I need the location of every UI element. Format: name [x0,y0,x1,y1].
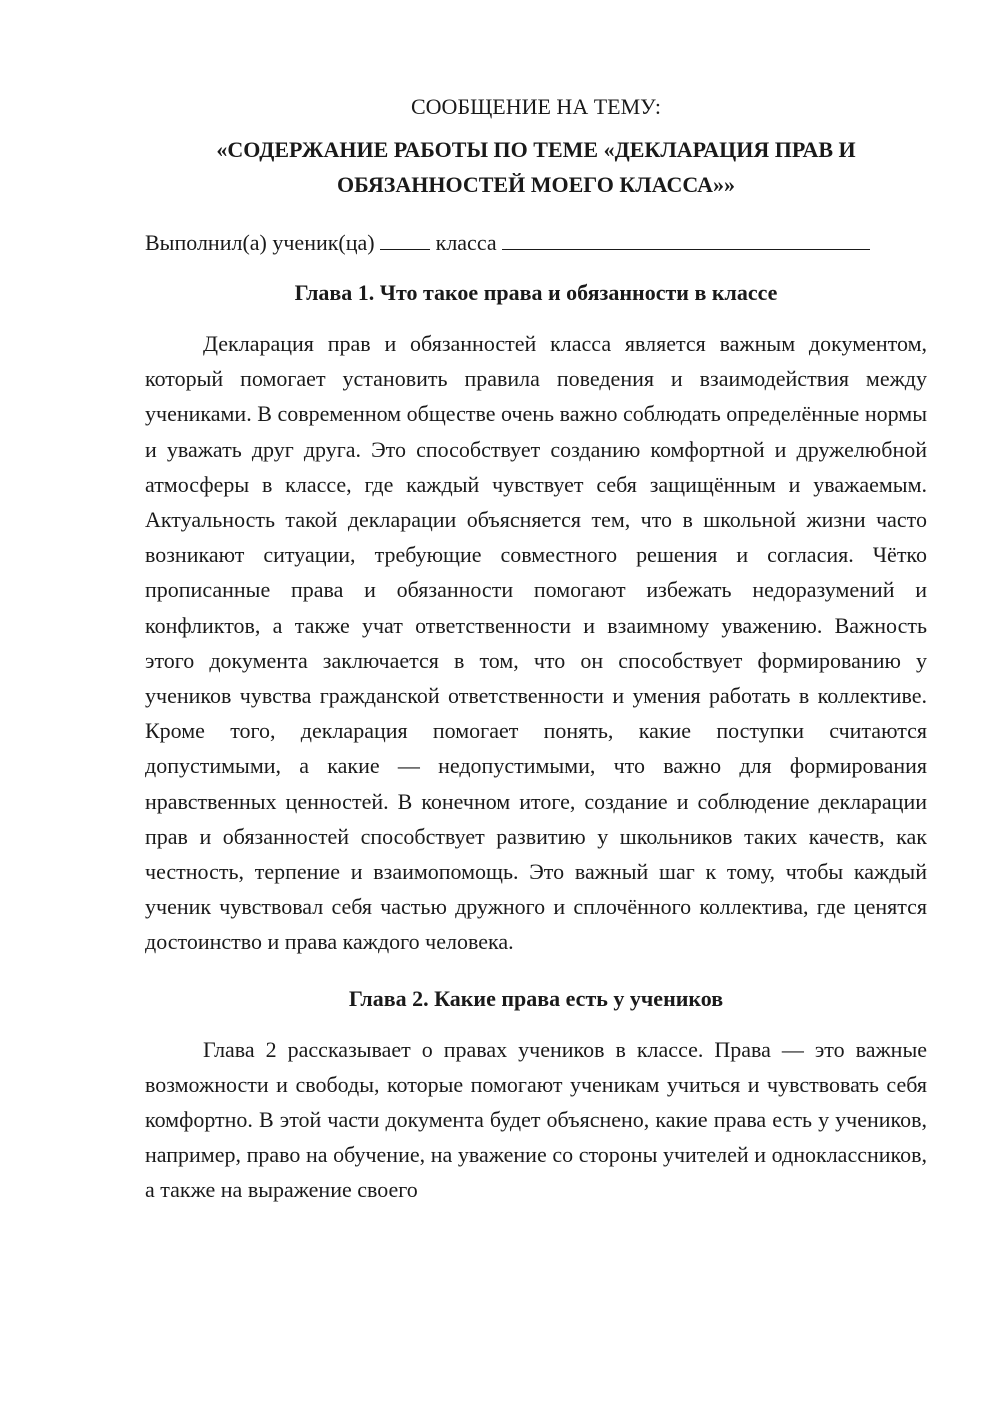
document-page [145,88,927,1208]
chapter-2-heading: Глава 2. Какие права есть у учеников [348,985,724,1011]
chapter-1-heading: Глава 1. Что такое права и обязанности в классе [294,280,778,305]
performed-by-label: Выполнил(а) ученик(ца) [145,230,375,255]
document-subtitle: СООБЩЕНИЕ НА ТЕМУ: [411,94,661,119]
class-number-blank [380,229,430,250]
class-label: класса [435,230,497,255]
document-title: «СОДЕРЖАНИЕ РАБОТЫ ПО ТЕМЕ «ДЕКЛАРАЦИЯ ПРАВ И ОБЯЗАННОСТЕЙ МОЕГО КЛАССА»» [216,137,856,197]
author-line [145,228,927,258]
chapter-1-text: Декларация прав и обязанностей класса является важным документом, который помогает установить правила поведения и взаимодействия между учениками. В современном обществе очень важно соблюдать определённые нормы и уважать друг друга. Это способствует созданию комфортной и дружелюбной атмосферы в классе, где каждый чувствует себя защищённым и уважаемым. Актуальность такой декларации объясняется тем, что в школьной жизни часто возникают ситуации, требующие совместного решения и согласия. Чётко прописанные права и обязанности помогают избежать недоразумений и конфликтов, а также учат ответственности и взаимному уважению. Важность этого документа заключается в том, что он способствует формированию у учеников чувства гражданской ответственности и умения работать в коллективе. Кроме того, декларация помогает понять, какие поступки считаются допустимыми, а какие — недопустимыми, что важно для формирования нравственных ценностей. В конечном итоге, создание и соблюдение декларации прав и обязанностей способствует развитию у школьников таких качеств, как честность, терпение и взаимопомощь. Это важный шаг к тому, чтобы каждый ученик чувствовал себя частью дружного и сплочённого коллектива, где ценятся достоинство и права каждого человека. [145,331,927,955]
chapter-2-text: Глава 2 рассказывает о правах учеников в классе. Права — это важные возможности и свободы, которые помогают ученикам учиться и чувствовать себя комфортно. В этой части документа будет объяснено, какие права есть у учеников, например, право на обучение, на уважение со стороны учителей и одноклассников, а также на выражение своего [145,1036,927,1203]
name-blank [502,229,870,250]
